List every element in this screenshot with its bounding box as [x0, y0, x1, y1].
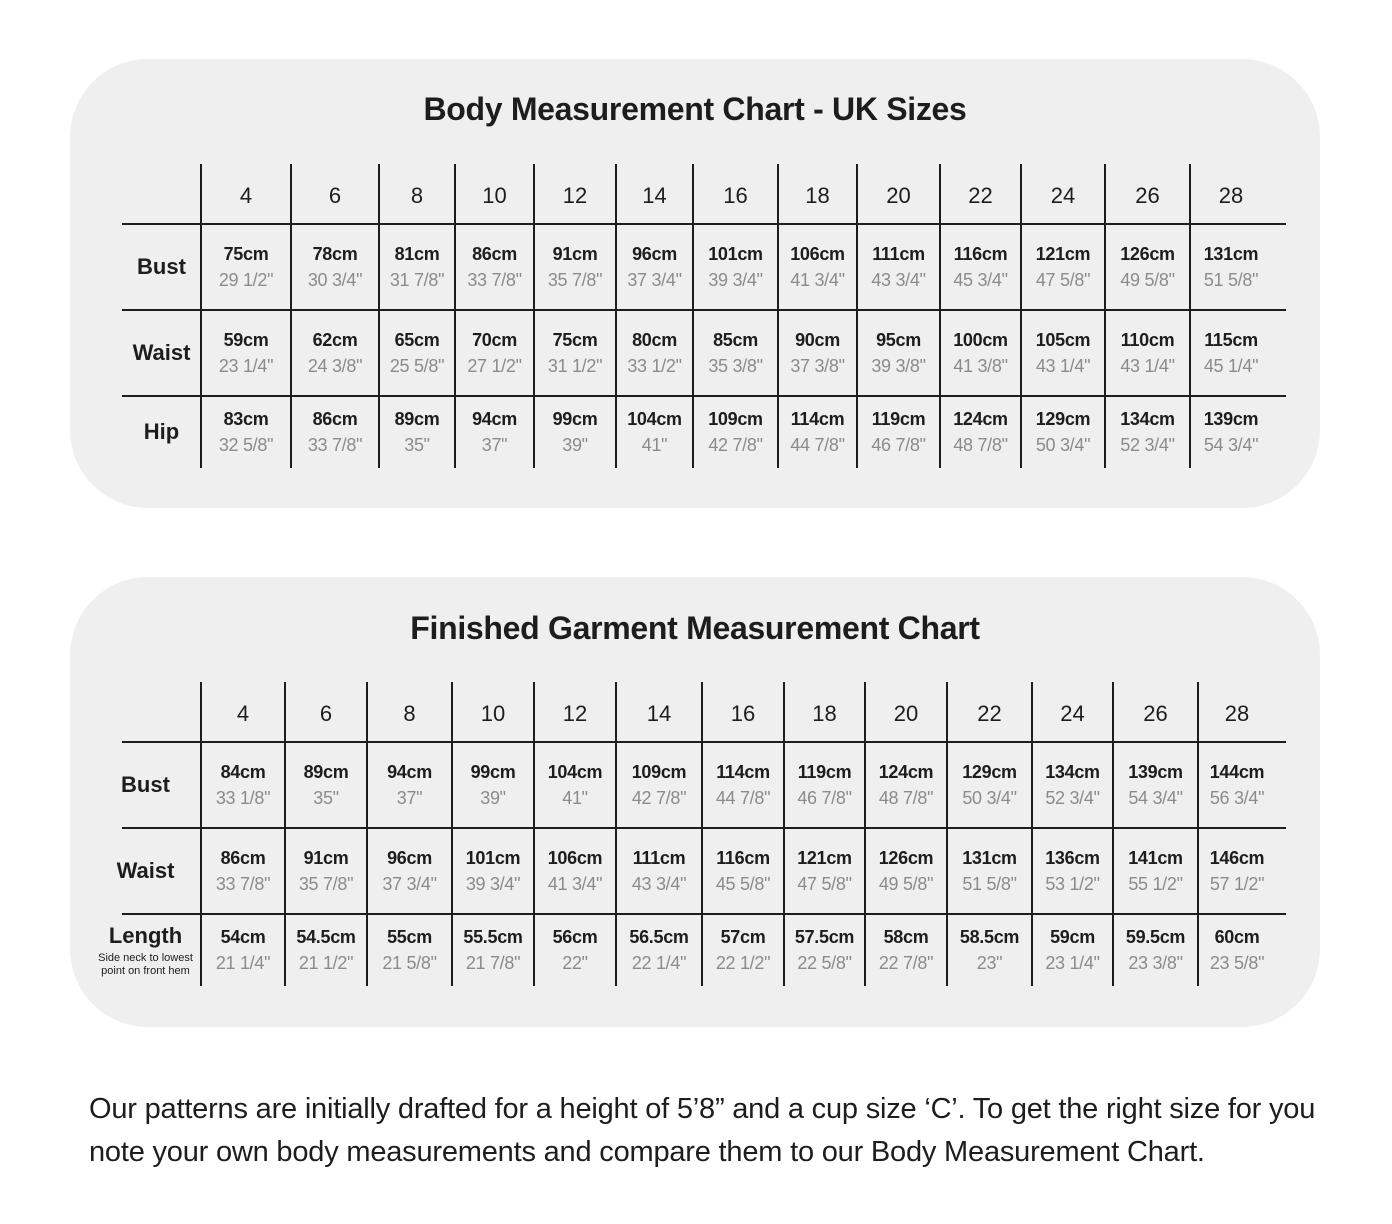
row-label	[122, 310, 201, 396]
size-header: 24	[1050, 183, 1076, 209]
inch-value: 31 1/2"	[547, 356, 603, 376]
measurement-cell	[778, 396, 857, 468]
inch-value: 54 3/4"	[1128, 788, 1183, 808]
cm-value: 109cm	[708, 408, 763, 429]
inch-value: 23 3/8"	[1128, 953, 1183, 973]
measurement-cell	[1198, 828, 1276, 914]
row-label-text: Waist	[132, 340, 191, 366]
cm-value: 55cm	[387, 926, 432, 947]
inch-value: 23 1/4"	[1045, 953, 1100, 973]
cm-value: 104cm	[547, 761, 603, 782]
inch-value: 35"	[404, 435, 430, 455]
inch-value: 23"	[976, 953, 1003, 973]
row-label-text: Bust	[121, 772, 170, 798]
measurement-cell	[379, 396, 455, 468]
body-chart-title: Body Measurement Chart - UK Sizes	[423, 91, 967, 127]
size-header: 20	[886, 183, 911, 209]
measurement-cell	[201, 396, 291, 468]
cm-value: 96cm	[387, 847, 432, 868]
measurement-cell	[947, 828, 1032, 914]
cm-value: 75cm	[552, 329, 598, 350]
inch-value: 35 3/8"	[708, 356, 763, 376]
cm-value: 89cm	[303, 761, 349, 782]
measurement-cell	[379, 310, 455, 396]
cm-value: 59cm	[223, 329, 269, 350]
inch-value: 48 7/8"	[953, 435, 1008, 455]
size-header: 16	[730, 701, 756, 727]
cm-value: 59.5cm	[1125, 926, 1186, 947]
garment-measurement-card	[70, 577, 1320, 1027]
cm-value: 55.5cm	[463, 926, 523, 947]
measurement-cell	[455, 310, 534, 396]
measurement-cell	[455, 224, 534, 310]
inch-value: 39 3/4"	[708, 270, 763, 290]
cm-value: 134cm	[1045, 761, 1100, 782]
measurement-cell	[1021, 224, 1105, 310]
measurement-cell	[201, 310, 291, 396]
inch-value: 46 7/8"	[797, 788, 852, 808]
inch-value: 50 3/4"	[1035, 435, 1091, 455]
inch-value: 35"	[313, 788, 339, 808]
inch-value: 33 7/8"	[307, 435, 363, 455]
measurement-cell	[940, 310, 1021, 396]
size-header: 4	[239, 183, 253, 209]
measurement-cell	[857, 396, 940, 468]
cm-value: 141cm	[1128, 847, 1183, 868]
measurement-cell	[702, 914, 784, 986]
cm-value: 146cm	[1209, 847, 1265, 868]
measurement-cell	[285, 828, 367, 914]
measurement-cell	[534, 396, 616, 468]
measurement-cell	[693, 396, 778, 468]
size-header: 14	[646, 701, 672, 727]
inch-value: 43 3/4"	[871, 270, 926, 290]
inch-value: 21 5/8"	[382, 953, 437, 973]
measurement-cell	[616, 396, 693, 468]
inch-value: 37"	[396, 788, 423, 808]
measurement-cell	[778, 310, 857, 396]
measurement-cell	[1198, 742, 1276, 828]
cm-value: 59cm	[1050, 926, 1095, 947]
cm-value: 136cm	[1045, 847, 1100, 868]
cm-value: 91cm	[552, 243, 598, 264]
cm-value: 100cm	[953, 329, 1008, 350]
cm-value: 60cm	[1214, 926, 1260, 947]
size-header: 4	[236, 701, 250, 727]
inch-value: 47 5/8"	[1035, 270, 1091, 290]
inch-value: 52 3/4"	[1120, 435, 1175, 455]
cm-value: 119cm	[797, 761, 852, 782]
size-header: 26	[1143, 701, 1168, 727]
size-header: 14	[642, 183, 667, 209]
cm-value: 109cm	[631, 761, 687, 782]
measurement-cell	[1105, 396, 1190, 468]
measurement-cell	[1113, 828, 1198, 914]
inch-value: 30 3/4"	[307, 270, 363, 290]
cm-value: 94cm	[387, 761, 432, 782]
inch-value: 41"	[562, 788, 588, 808]
measurement-cell	[616, 310, 693, 396]
cm-value: 144cm	[1209, 761, 1265, 782]
inch-value: 24 3/8"	[307, 356, 363, 376]
measurement-cell	[857, 310, 940, 396]
size-header: 6	[328, 183, 342, 209]
inch-value: 47 5/8"	[797, 874, 852, 894]
measurement-cell	[1021, 310, 1105, 396]
cm-value: 57cm	[720, 926, 766, 947]
cm-value: 126cm	[878, 847, 934, 868]
cm-value: 131cm	[962, 847, 1017, 868]
row-label-text: Length	[108, 923, 183, 949]
cm-value: 101cm	[708, 243, 763, 264]
inch-value: 42 7/8"	[708, 435, 763, 455]
inch-value: 43 1/4"	[1035, 356, 1091, 376]
inch-value: 22 5/8"	[797, 953, 852, 973]
measurement-cell	[778, 224, 857, 310]
cm-value: 106cm	[547, 847, 603, 868]
inch-value: 33 1/2"	[627, 356, 682, 376]
cm-value: 62cm	[312, 329, 358, 350]
cm-value: 85cm	[713, 329, 758, 350]
inch-value: 45 5/8"	[715, 874, 771, 894]
measurement-cell	[947, 742, 1032, 828]
cm-value: 111cm	[632, 847, 686, 868]
measurement-cell	[1190, 396, 1272, 468]
cm-value: 124cm	[953, 408, 1008, 429]
size-header: 18	[812, 701, 837, 727]
inch-value: 33 1/8"	[215, 788, 271, 808]
measurement-cell	[201, 224, 291, 310]
measurement-cell	[616, 224, 693, 310]
size-header: 22	[977, 701, 1002, 727]
measurement-cell	[452, 914, 534, 986]
garment-chart-title: Finished Garment Measurement Chart	[410, 610, 980, 646]
cm-value: 99cm	[470, 761, 516, 782]
measurement-cell	[784, 914, 865, 986]
measurement-cell	[201, 914, 285, 986]
inch-value: 45 1/4"	[1203, 356, 1259, 376]
cm-value: 111cm	[872, 243, 925, 264]
measurement-cell	[865, 828, 947, 914]
cm-value: 70cm	[472, 329, 517, 350]
inch-value: 22 1/2"	[715, 953, 771, 973]
measurement-cell	[865, 742, 947, 828]
inch-value: 48 7/8"	[878, 788, 934, 808]
cm-value: 94cm	[472, 408, 517, 429]
row-label	[90, 742, 201, 828]
row-label	[90, 914, 201, 986]
cm-value: 116cm	[716, 847, 770, 868]
measurement-cell	[1105, 310, 1190, 396]
inch-value: 43 1/4"	[1120, 356, 1175, 376]
inch-value: 39 3/4"	[465, 874, 521, 894]
cm-value: 129cm	[1035, 408, 1091, 429]
inch-value: 42 7/8"	[631, 788, 687, 808]
size-header: 22	[968, 183, 993, 209]
measurement-cell	[534, 310, 616, 396]
measurement-cell	[616, 914, 702, 986]
measurement-cell	[1032, 914, 1113, 986]
inch-value: 39"	[562, 435, 588, 455]
cm-value: 89cm	[394, 408, 440, 429]
row-label	[90, 828, 201, 914]
inch-value: 44 7/8"	[790, 435, 845, 455]
measurement-cell	[1105, 224, 1190, 310]
measurement-cell	[693, 224, 778, 310]
cm-value: 115cm	[1204, 329, 1258, 350]
measurement-cell	[1198, 914, 1276, 986]
cm-value: 86cm	[312, 408, 358, 429]
inch-value: 45 3/4"	[953, 270, 1008, 290]
measurement-cell	[1113, 742, 1198, 828]
measurement-cell	[1021, 396, 1105, 468]
measurement-cell	[291, 310, 379, 396]
measurement-cell	[452, 742, 534, 828]
cm-value: 65cm	[394, 329, 440, 350]
inch-value: 37 3/4"	[382, 874, 437, 894]
measurement-cell	[534, 224, 616, 310]
inch-value: 22"	[562, 953, 588, 973]
cm-value: 116cm	[953, 243, 1008, 264]
cm-value: 101cm	[465, 847, 521, 868]
row-label-text: Bust	[137, 254, 186, 280]
row-label-subtext: Side neck to lowest point on front hem	[98, 951, 193, 977]
cm-value: 75cm	[223, 243, 269, 264]
inch-value: 44 7/8"	[715, 788, 771, 808]
measurement-cell	[455, 396, 534, 468]
cm-value: 78cm	[312, 243, 358, 264]
inch-value: 55 1/2"	[1128, 874, 1183, 894]
measurement-cell	[201, 742, 285, 828]
size-header: 12	[562, 701, 588, 727]
measurement-cell	[1190, 224, 1272, 310]
cm-value: 104cm	[627, 408, 682, 429]
cm-value: 54.5cm	[296, 926, 356, 947]
measurement-cell	[1113, 914, 1198, 986]
inch-value: 37 3/4"	[627, 270, 682, 290]
cm-value: 96cm	[632, 243, 677, 264]
size-header: 12	[562, 183, 588, 209]
inch-value: 52 3/4"	[1045, 788, 1100, 808]
cm-value: 56.5cm	[629, 926, 689, 947]
sizing-note: Our patterns are initially drafted for a height of 5’8” and a cup size ‘C’. To get the right size for you note your own body measurements and compare them to our Body Measurement Chart.	[89, 1093, 1316, 1168]
cm-value: 86cm	[220, 847, 266, 868]
measurement-cell	[702, 828, 784, 914]
size-header: 28	[1218, 183, 1244, 209]
inch-value: 27 1/2"	[467, 356, 522, 376]
inch-value: 33 7/8"	[467, 270, 522, 290]
cm-value: 129cm	[962, 761, 1017, 782]
inch-value: 25 5/8"	[389, 356, 445, 376]
cm-value: 99cm	[552, 408, 598, 429]
measurement-cell	[379, 224, 455, 310]
measurement-cell	[784, 828, 865, 914]
row-label	[122, 396, 201, 468]
inch-value: 29 1/2"	[218, 270, 274, 290]
cm-value: 105cm	[1035, 329, 1091, 350]
cm-value: 106cm	[790, 243, 845, 264]
inch-value: 51 5/8"	[962, 874, 1017, 894]
cm-value: 124cm	[878, 761, 934, 782]
measurement-cell	[1190, 310, 1272, 396]
inch-value: 22 7/8"	[878, 953, 934, 973]
size-header: 18	[805, 183, 830, 209]
measurement-cell	[784, 742, 865, 828]
cm-value: 139cm	[1128, 761, 1183, 782]
measurement-cell	[857, 224, 940, 310]
cm-value: 56cm	[552, 926, 598, 947]
measurement-cell	[947, 914, 1032, 986]
cm-value: 58.5cm	[959, 926, 1020, 947]
size-header: 16	[723, 183, 748, 209]
row-label-text: Hip	[143, 419, 180, 445]
inch-value: 37 3/8"	[790, 356, 845, 376]
inch-value: 21 7/8"	[465, 953, 521, 973]
cm-value: 134cm	[1120, 408, 1175, 429]
inch-value: 23 1/4"	[218, 356, 274, 376]
size-header: 24	[1060, 701, 1085, 727]
inch-value: 54 3/4"	[1203, 435, 1259, 455]
inch-value: 35 7/8"	[547, 270, 603, 290]
inch-value: 21 1/2"	[298, 953, 354, 973]
inch-value: 43 3/4"	[631, 874, 687, 894]
inch-value: 41 3/4"	[790, 270, 845, 290]
cm-value: 114cm	[790, 408, 845, 429]
cm-value: 57.5cm	[794, 926, 855, 947]
inch-value: 31 7/8"	[389, 270, 445, 290]
measurement-cell	[940, 396, 1021, 468]
measurement-cell	[534, 742, 616, 828]
measurement-cell	[616, 828, 702, 914]
inch-value: 23 5/8"	[1209, 953, 1265, 973]
inch-value: 49 5/8"	[1120, 270, 1175, 290]
measurement-cell	[693, 310, 778, 396]
cm-value: 80cm	[632, 329, 677, 350]
inch-value: 37"	[481, 435, 508, 455]
measurement-cell	[534, 914, 616, 986]
measurement-cell	[367, 742, 452, 828]
measurement-cell	[940, 224, 1021, 310]
cm-value: 90cm	[795, 329, 840, 350]
inch-value: 41"	[641, 435, 668, 455]
cm-value: 126cm	[1120, 243, 1175, 264]
cm-value: 95cm	[876, 329, 921, 350]
measurement-cell	[534, 828, 616, 914]
cm-value: 110cm	[1120, 329, 1175, 350]
measurement-cell	[291, 224, 379, 310]
cm-value: 131cm	[1203, 243, 1259, 264]
cm-value: 54cm	[220, 926, 266, 947]
inch-value: 50 3/4"	[962, 788, 1017, 808]
inch-value: 49 5/8"	[878, 874, 934, 894]
cm-value: 84cm	[220, 761, 266, 782]
size-header: 10	[480, 701, 506, 727]
inch-value: 41 3/4"	[547, 874, 603, 894]
cm-value: 121cm	[797, 847, 852, 868]
measurement-cell	[452, 828, 534, 914]
body-measurement-card	[70, 59, 1320, 508]
size-header: 26	[1135, 183, 1160, 209]
measurement-cell	[1032, 828, 1113, 914]
inch-value: 51 5/8"	[1203, 270, 1259, 290]
inch-value: 46 7/8"	[871, 435, 926, 455]
cm-value: 114cm	[716, 761, 770, 782]
measurement-cell	[1032, 742, 1113, 828]
measurement-cell	[367, 828, 452, 914]
cm-value: 139cm	[1203, 408, 1259, 429]
cm-value: 119cm	[871, 408, 926, 429]
size-header: 10	[482, 183, 507, 209]
cm-value: 58cm	[883, 926, 929, 947]
measurement-cell	[865, 914, 947, 986]
size-header: 20	[893, 701, 919, 727]
size-header: 28	[1224, 701, 1250, 727]
size-header: 8	[403, 701, 416, 727]
cm-value: 86cm	[472, 243, 517, 264]
cm-value: 91cm	[303, 847, 349, 868]
measurement-cell	[702, 742, 784, 828]
measurement-cell	[201, 828, 285, 914]
measurement-cell	[616, 742, 702, 828]
inch-value: 33 7/8"	[215, 874, 271, 894]
inch-value: 39 3/8"	[871, 356, 926, 376]
inch-value: 39"	[480, 788, 506, 808]
cm-value: 121cm	[1035, 243, 1091, 264]
cm-value: 81cm	[394, 243, 440, 264]
inch-value: 53 1/2"	[1045, 874, 1100, 894]
inch-value: 41 3/8"	[953, 356, 1008, 376]
row-label-text: Waist	[116, 858, 175, 884]
inch-value: 57 1/2"	[1209, 874, 1265, 894]
measurement-cell	[285, 742, 367, 828]
inch-value: 56 3/4"	[1209, 788, 1265, 808]
measurement-cell	[291, 396, 379, 468]
size-header: 8	[410, 183, 424, 209]
row-label	[122, 224, 201, 310]
size-header: 6	[319, 701, 333, 727]
measurement-cell	[285, 914, 367, 986]
inch-value: 21 1/4"	[215, 953, 271, 973]
inch-value: 32 5/8"	[218, 435, 274, 455]
inch-value: 22 1/4"	[631, 953, 687, 973]
measurement-cell	[367, 914, 452, 986]
inch-value: 35 7/8"	[298, 874, 354, 894]
cm-value: 83cm	[223, 408, 269, 429]
